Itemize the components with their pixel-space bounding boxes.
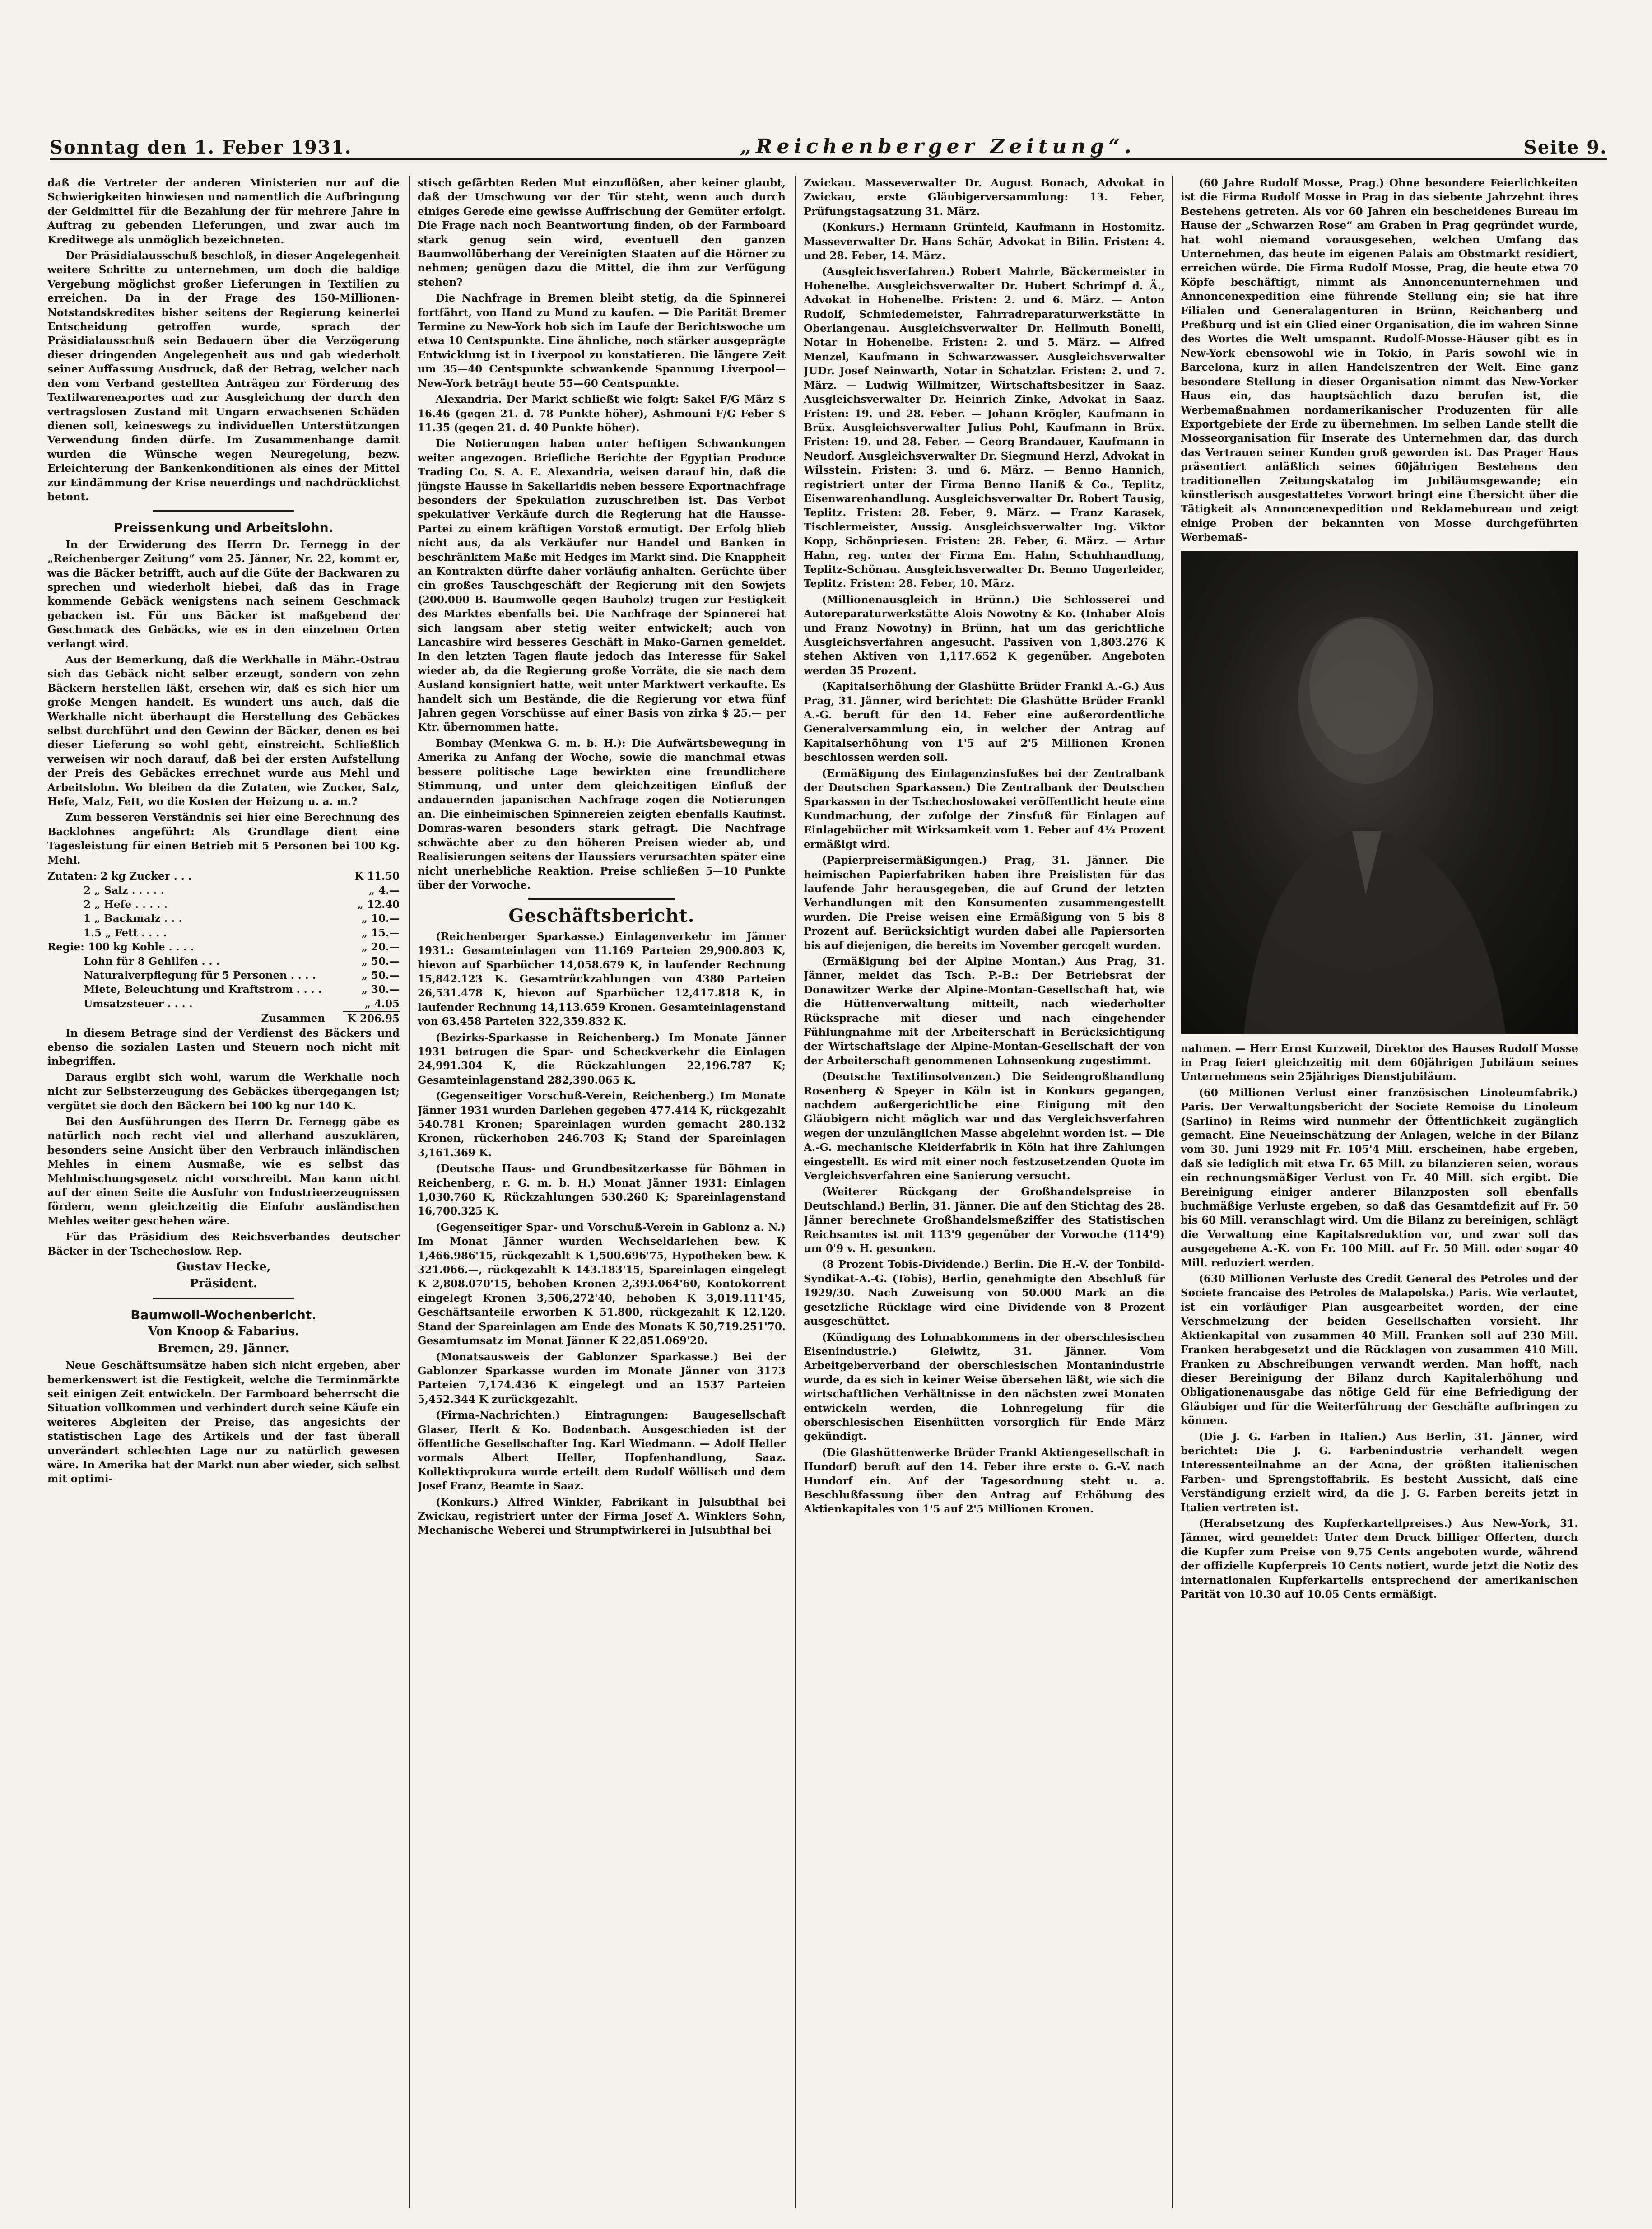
cost-amount: „ 15.— (361, 926, 400, 939)
cost-label: Lohn für 8 Gehilfen . . . (84, 955, 220, 968)
cost-amount: „ 12.40 (357, 898, 400, 911)
section-headline: Geschäftsbericht. (508, 905, 695, 927)
news-item: (Firma-Nachrichten.) Eintragungen: Baugesellschaft Glaser, Herlt & Ko. Bodenbach. Ausgeschieden ist der öffentliche Gesellschafter Ing. Karl Wiedmann. — Adolf Heller vormals Albert Heller, Hopfenhandlung, Saaz. Kollektivprokura wurde erteilt dem Rudolf Wöllisch und dem Josef Franz, Beamte in Saaz. (418, 1409, 786, 1493)
cost-label: Naturalverpflegung für 5 Personen . . . . (84, 969, 316, 982)
cost-label: 2 „ Hefe . . . . . (84, 898, 168, 911)
table-row (47, 954, 400, 968)
column-2 (418, 176, 786, 2208)
article-paragraph: Die Notierungen haben unter heftigen Schwankungen weiter angezogen. Briefliche Berichte der Egyptian Produce Trading Co. S. A. E. Alexandria, weisen darauf hin, daß die jüngste Hausse in Sakellaridis neben bessere Exportnachfrage besonders der Spekulation zuzuschreiben ist. Das Verbot spekulativer Verkäufe durch die Regierung hat die Hausse-Partei zu einem kräftigen Vorstoß ermutigt. Der Erfolg blieb nicht aus, da als Verkäufer nur Handel und Banken in beschränktem Maße mit Hedges im Markt sind. Die Knappheit an Kontrakten dürfte daher vorläufig anhalten. Gerüchte über ein großes Tauschgeschäft der Regierung mit den Sowjets (200.000 B. Baumwolle gegen Bauholz) trugen zur Festigkeit des Marktes ebenfalls bei. Die Nachfrage der Spinnerei hat sich langsam aber stetig weiter entwickelt; auch von Lancashire wird besseres Geschäft in Mako-Garnen gemeldet. In den letzten Tagen flaute jedoch das Interesse für Sakel wieder ab, da die Regierung große Vorräte, die sie nach dem Ausland konsigniert hatte, weit unter Marktwert verkaufte. Es handelt sich um Bestände, die die Regierung vor etwa fünf Jahren gegen Vorschüsse auf einer Basis von zirka $ 25.— per Ktr. übernommen hatte. (418, 437, 786, 734)
news-item: (Konkurs.) Hermann Grünfeld, Kaufmann in Hostomitz. Masseverwalter Dr. Hans Schär, Advokat in Bilin. Fristen: 4. und 28. Feber, 14. März. (804, 221, 1165, 262)
news-item: (Ausgleichsverfahren.) Robert Mahrle, Bäckermeister in Hohenelbe. Ausgleichsverwalter Dr. Hubert Schrimpf d. Ä., Advokat in Hohenelbe. Fristen: 2. und 6. März. — Anton Rudolf, Schmiedemeister, Fahrradreparaturwerkstätte in Oberlangenau. Ausgleichsverwalter Dr. Hellmuth Bonelli, Notar in Hohenelbe. Fristen: 2. und 5. März. — Alfred Menzel, Kaufmann in Schwarzwasser. Ausgleichsverwalter JUDr. Josef Neinwarth, Notar in Schatzlar. Fristen: 2. und 7. März. — Ludwig Willmitzer, Wirtschaftsbesitzer in Saaz. Ausgleichsverwalter Dr. Heinrich Zinke, Advokat in Saaz. Fristen: 19. und 28. Feber. — Johann Krögler, Kaufmann in Brüx. Ausgleichsverwalter Julius Pohl, Kaufmann in Brüx. Fristen: 19. und 28. Feber. — Georg Brandauer, Kaufmann in Neudorf. Ausgleichsverwalter Dr. Siegmund Herzl, Advokat in Wilsstein. Fristen: 3. und 6. März. — Benno Hannich, registriert unter der Firma Benno Haniß & Co., Teplitz, Eisenwarenhandlung. Ausgleichsverwalter Dr. Robert Tausig, Teplitz. Fristen: 28. Feber, 9. März. — Franz Karasek, Tischlermeister, Aussig. Ausgleichsverwalter Ing. Viktor Kopp, Schönpriesen. Fristen: 28. Feber, 6. März. — Artur Hahn, reg. unter der Firma Em. Hahn, Schuhhandlung, Teplitz-Schönau. Ausgleichsverwalter Dr. Benno Ungerleider, Teplitz. Fristen: 28. Feber, 10. März. (804, 265, 1165, 590)
article-paragraph: Zum besseren Verständnis sei hier eine Berechnung des Backlohnes angeführt: Als Grundlage dient eine Tagesleistung für einen Betrieb mit 5 Personen bei 100 Kg. Mehl. (47, 811, 400, 866)
column-1 (47, 176, 400, 2208)
news-item: nahmen. — Herr Ernst Kurzweil, Direktor des Hauses Rudolf Mosse in Prag feiert gleichzeitig mit dem 60jährigen Jubiläum seines Unternehmens sein 25jähriges Dienstjubiläum. (1181, 1042, 1578, 1083)
article-headline: Baumwoll-Wochenbericht. (130, 1307, 316, 1322)
news-item: (Kapitalserhöhung der Glashütte Brüder Frankl A.-G.) Aus Prag, 31. Jänner, wird berichtet: Die Glashütte Brüder Frankl A.-G. beruft für den 14. Feber eine außerordentliche Generalversammlung ein, in welcher der Antrag auf Kapitalserhöhung von 1'5 auf 2'5 Millionen Kronen beschlossen werden soll. (804, 680, 1165, 764)
news-item: (Millionenausgleich in Brünn.) Die Schlosserei und Autoreparaturwerkstätte Alois Nowotny & Ko. (Inhaber Alois und Franz Nowotny) in Brünn, hat um das gerichtliche Ausgleichsverfahren angesucht. Passiven von 1,803.276 K stehen Aktiven von 1,117.652 K gegenüber. Angeboten werden 35 Prozent. (804, 593, 1165, 677)
masthead-date: Sonntag den 1. Feber 1931. (50, 137, 352, 158)
cost-amount: „ 50.— (361, 969, 400, 982)
news-item: (60 Jahre Rudolf Mosse, Prag.) Ohne besondere Feierlichkeiten ist die Firma Rudolf Mosse in Prag in das siebente Jahrzehnt ihres Bestehens getreten. Als vor 60 Jahren ein bescheidenes Bureau im Hause der „Schwarzen Rose“ am Graben in Prag gegründet wurde, hat wohl niemand vorausgesehen, welchen Umfang das Unternehmen, das heute im eigenen Palais am Obstmarkt residiert, erreichen würde. Die Firma Rudolf Mosse, Prag, die heute etwa 70 Köpfe beschäftigt, nimmt als Annoncenunternehmen und Annoncenexpedition eine führende Stellung ein; sie hat ihre Filialen und Generalagenturen in Brünn, Reichenberg und Preßburg und ist ein Glied einer Organisation, die im wahren Sinne des Wortes die Welt umspannt. Rudolf-Mosse-Häuser gibt es in New-York ebensowohl wie in Tokio, in Paris sowohl wie in Barcelona, kurz in allen Handelszentren der Welt. Eine ganz besondere Stellung in dieser Organisation nimmt das New-Yorker Haus ein, das hauptsächlich dazu berufen ist, die Werbemaßnahmen nordamerikanischer Produzenten für alle Exportgebiete der Erde zu übernehmen. Im selben Lande stellt die Mosseorganisation für Inserate des Unternehmen dar, das durch das Vertrauen seiner Kunden groß geworden ist. Das Prager Haus präsentiert anläßlich seines 60jährigen Bestehens den traditionellen Zeitungskatalog im Jubiläumsgewande; ein künstlerisch ausgestattetes Vorwort bringt eine Übersicht über die Tätigkeit als Annoncenexpedition und Reklamebureau und zeigt einige Proben der bekannten von Mosse durchgeführten Werbemaß- (1181, 177, 1578, 544)
cost-amount: „ 50.— (361, 955, 400, 968)
cost-label: Umsatzsteuer . . . . (84, 997, 193, 1010)
news-item: (Deutsche Textilinsolvenzen.) Die Seidengroßhandlung Rosenberg & Speyer in Köln ist in Konkurs gegangen, nachdem außergerichtliche eine Einigung mit den Gläubigern nicht möglich war und das Vergleichsverfahren wegen der unzulänglichen Masse abgelehnt worden ist. — Die A.-G. mechanische Kleiderfabrik in Köln hat ihre Zahlungen eingestellt. Es wird mit einer noch festzusetzenden Quote im Vergleichsverfahren eine Sanierung versucht. (804, 1070, 1165, 1182)
cost-label: Zutaten: 2 kg Zucker . . . (47, 870, 192, 883)
table-row (47, 926, 400, 940)
cost-label: Miete, Beleuchtung und Kraftstrom . . . . (84, 983, 322, 996)
table-row (47, 912, 400, 926)
table-row (47, 898, 400, 912)
table-row (47, 1011, 400, 1026)
news-item: (Ermäßigung bei der Alpine Montan.) Aus Prag, 31. Jänner, meldet das Tsch. P.-B.: Der Betriebsrat der Donawitzer Werke der Alpine-Montan-Gesellschaft hat, wie die Hüttenverwaltung mitteilt, nach wiederholter Rücksprache mit dieser und nach eingehender Fühlungnahme mit der Arbeiterschaft in Berücksichtigung der Wirtschaftslage der Alpine-Montan-Gesellschaft der von der Arbeiterschaft genommenen Lohnsenkung zugestimmt. (804, 955, 1165, 1067)
signature-title: Präsident. (190, 1277, 257, 1291)
article-paragraph: Bei den Ausführungen des Herrn Dr. Fernegg gäbe es natürlich noch recht viel und allerhand auszuklären, besonders seine Ansicht über den Verbrauch inländischen Mehles in einem Ausmaße, wie es selbst das Mehlmischungsgesetz nicht vorschreibt. Man kann nicht auf der einen Seite die Ausfuhr von Industrieerzeugnissen fördern, wenn gleichzeitig die Einfuhr ausländischen Mehles weiter geschehen wäre. (47, 1116, 400, 1227)
portrait-photo (1181, 551, 1578, 1034)
article-paragraph: stisch gefärbten Reden Mut einzuflößen, aber keiner glaubt, daß der Umschwung vor der Tür steht, wenn auch durch einiges Gerede eine gewisse Auffrischung der Gemüter erfolgt. Die Frage nach noch Beantwortung finden, ob der Farmboard stark genug sein wird, eventuell den ganzen Baumwollüberhang der Vereinigten Staaten auf die Hörner zu nehmen; genügen dazu die Mittel, die ihm zur Verfügung stehen? (418, 177, 786, 289)
news-item: (Ermäßigung des Einlagenzinsfußes bei der Zentralbank der Deutschen Sparkassen.) Die Zentralbank der Deutschen Sparkassen in der Tschechoslowakei veröffentlicht heute eine Kundmachung, der zufolge der Zinsfuß für Einlagen auf Einlagebücher mit Wirksamkeit vom 1. Feber auf 4¼ Prozent ermäßigt wird. (804, 767, 1165, 851)
news-item: (60 Millionen Verlust einer französischen Linoleumfabrik.) Paris. Der Verwaltungsbericht der Societe Remoise du Linoleum (Sarlino) in Reims wird nunmehr der Öffentlichkeit zugänglich gemacht. Eine Neueinschätzung der Anlagen, welche in der Bilanz vom 30. Juni 1929 mit Fr. 105'4 Mill. erscheinen, habe ergeben, daß sie lediglich mit etwa Fr. 65 Mill. zu bilanzieren seien, woraus ein rechnungsmäßiger Verlust von Fr. 40 Mill. sich ergibt. Die Bereinigung einiger anderer Bilanzposten soll ebenfalls buchmäßige Verluste ergeben, so daß das Gesamtdefizit auf Fr. 50 bis 60 Mill. veranschlagt wird. Um die Bilanz zu bereinigen, schlägt die Verwaltung eine Kapitalsreduktion vor, und zwar soll das ausgegebene A.-K. von Fr. 100 Mill. auf Fr. 50 Mill. oder sogar 40 Mill. reduziert werden. (1181, 1086, 1578, 1269)
article-paragraph: daß die Vertreter der anderen Ministerien nur auf die Schwierigkeiten hinwiesen und namentlich die Aufbringung der Geldmittel für die Bezahlung der für mehrere Jahre in Auftrag zu gebenden Lieferungen, und zwar auch im Kreditwege als unmöglich bezeichneten. (47, 177, 400, 246)
news-item: (Kündigung des Lohnabkommens in der oberschlesischen Eisenindustrie.) Gleiwitz, 31. Jänner. Vom Arbeitgeberverband der oberschlesischen Montanindustrie wurde, da es sich in keiner Weise übersehen läßt, wie sich die wirtschaftlichen Verhältnisse in den nächsten zwei Monaten entwickeln werden, die Lohnregelung für die oberschlesischen Eisenhütten vorsorglich für Ende März gekündigt. (804, 1331, 1165, 1443)
news-item: (Gegenseitiger Spar- und Vorschuß-Verein in Gablonz a. N.) Im Monat Jänner wurden Wechseldarlehen bew. K 1,466.986'15, rückgezahlt K 1,500.696'75, Hypotheken bew. K 321.066.—, rückgezahlt K 143.183'15, Spareinlagen eingelegt K 2,808.070'15, behoben Kronen 2,393.064'60, Kontokorrent eingelegt Kronen 3,506,272'40, behoben K 3,019.111'45, Geschäftsanteile erworben K 51.800, rückgezahlt K 12.120. Stand der Spareinlagen am Ende des Monats K 50,719.251'70. Gesamtumsatz im Monat Jänner K 22,851.069'20. (418, 1221, 786, 1347)
masthead (50, 122, 1607, 160)
article-paragraph: Alexandria. Der Markt schließt wie folgt: Sakel F/G März $ 16.46 (gegen 21. d. 78 Punkte höher), Ashmouni F/G Feber $ 11.35 (gegen 21. d. 40 Punkte höher). (418, 393, 786, 434)
column-rule (1172, 176, 1173, 2208)
news-item: (Gegenseitiger Vorschuß-Verein, Reichenberg.) Im Monate Jänner 1931 wurden Darlehen gegeben 477.414 K, rückgezahlt 540.781 Kronen; Spareinlagen wurden gemacht 280.132 Kronen, rückerhoben 246.703 K; Stand der Spareinlagen 3,161.369 K. (418, 1090, 786, 1159)
table-row (47, 982, 400, 996)
cost-amount: K 11.50 (354, 870, 400, 883)
portrait-silhouette (1181, 551, 1578, 1034)
news-item: (Die Glashüttenwerke Brüder Frankl Aktiengesellschaft in Hundorf) beruft auf den 14. Feber ihre erste o. G.-V. nach Hundorf ein. Auf der Tagesordnung steht u. a. Beschlußfassung über den Antrag auf Erhöhung des Aktienkapitales von 1'5 auf 2'5 Millionen Kronen. (804, 1446, 1165, 1516)
separator (528, 898, 675, 900)
news-item: (Konkurs.) Alfred Winkler, Fabrikant in Julsubthal bei Zwickau, registriert unter der Firma Josef A. Winklers Sohn, Mechanische Weberei und Strumpfwirkerei in Julsubthal bei (418, 1496, 786, 1537)
cost-amount: „ 30.— (361, 983, 400, 996)
article-paragraph: In diesem Betrage sind der Verdienst des Bäckers und ebenso die sozialen Lasten und Steuern noch nicht mit inbegriffen. (47, 1027, 400, 1068)
news-item: (Weiterer Rückgang der Großhandelspreise in Deutschland.) Berlin, 31. Jänner. Die auf den Stichtag des 28. Jänner berechnete Großhandelsmeßziffer des Statistischen Reichsamtes ist mit 113'9 gegenüber der Vorwoche (114'9) um 0'9 v. H. gesunken. (804, 1186, 1165, 1255)
article-paragraph: Bombay (Menkwa G. m. b. H.): Die Aufwärtsbewegung in Amerika zu Anfang der Woche, sowie die manchmal etwas bessere politische Lage bewirkten eine freundlichere Stimmung, und unter dem gleichzeitigen Einfluß der andauernden japanischen Nachfrage zogen die Notierungen an. Die einheimischen Spinnereien zeigten ebenfalls Kaufinst. Domras-waren besonders stark gefragt. Die Nachfrage schwächte aber zu den höheren Preisen wieder ab, und Realisierungen seitens der Haussiers verursachten später eine nicht unerhebliche Reaktion. Preise schließen 5—10 Punkte über der Vorwoche. (418, 737, 786, 891)
article-paragraph: Neue Geschäftsumsätze haben sich nicht ergeben, aber bemerkenswert ist die Festigkeit, welche die Terminmärkte seit einigen Zeit entwickeln. Der Farmboard beherrscht die Situation vollkommen und verhindert durch seine Käufe ein weiteres Abgleiten der Preise, das angesichts der statistischen Lage des Artikels und der fast überall unverändert schlechten Lage nur zu natürlich gewesen wäre. In Amerika hat der Markt nun aber wieder, sich selbst mit optimi- (47, 1359, 400, 1485)
cost-label: 2 „ Salz . . . . . (84, 884, 164, 897)
table-row (47, 968, 400, 982)
table-row (47, 940, 400, 954)
column-rule (795, 176, 796, 2208)
news-item: (Bezirks-Sparkasse in Reichenberg.) Im Monate Jänner 1931 betrugen die Spar- und Scheckverkehr die Einlagen 24,991.304 K, die Rückzahlungen 22,196.787 K; Gesamteinlagenstand 282,390.065 K. (418, 1031, 786, 1086)
article-headline: Preissenkung und Arbeitslohn. (113, 520, 334, 535)
cost-label: 1.5 „ Fett . . . . (84, 926, 167, 939)
article-paragraph: In der Erwiderung des Herrn Dr. Fernegg in der „Reichenberger Zeitung“ vom 25. Jänner, Nr. 22, kommt er, was die Bäcker betrifft, auch auf die Güte der Backwaren zu sprechen und wiederholt hiebei, daß das in Frage kommende Gebäck wenigstens nach seinem Geschmack gebacken ist. Für uns Bäcker ist maßgebend der Geschmack des Gebäcks, wie es in den einzelnen Orten verlangt wird. (47, 538, 400, 650)
separator (153, 510, 294, 512)
signature-name: Gustav Hecke, (176, 1260, 271, 1274)
news-item: (Die J. G. Farben in Italien.) Aus Berlin, 31. Jänner, wird berichtet: Die J. G. Farbenindustrie verhandelt wegen Interessenteilnahme an der Acna, der größten italienischen Farben- und Sprengstoffabrik. Es besteht Aussicht, daß eine Verständigung erzielt wird, da die J. G. Farben bereits jetzt in Italien vertreten ist. (1181, 1430, 1578, 1514)
cost-total: K 206.95 (347, 1013, 400, 1025)
cost-amount: „ 4.— (368, 884, 400, 897)
masthead-page-number: Seite 9. (1523, 137, 1607, 158)
news-item: (Papierpreisermäßigungen.) Prag, 31. Jänner. Die heimischen Papierfabriken haben ihre Preislisten für das laufende Jahr herausgegeben, die auf Grund der letzten Verhandlungen mit den Konsumenten zusammengestellt wurden. Die Preise weisen eine Ermäßigung von 5 bis 8 Prozent auf. Berücksichtigt wurden dabei alle Papiersorten bis auf diejenigen, die bereits im November gercgelt wurden. (804, 854, 1165, 952)
article-paragraph: Der Präsidialausschuß beschloß, in dieser Angelegenheit weitere Schritte zu unternehmen, um doch die baldige Vergebung möglichst großer Lieferungen in Textilien zu erreichen. Da in der Frage des 150-Millionen-Notstandskredites bisher seitens der Regierung keinerlei Entscheidung getroffen wurde, sprach der Präsidialausschuß sein Bedauern über die Verzögerung dieser dringenden Angelegenheit aus und gab wiederholt seiner Auffassung Ausdruck, daß der Betrag, welcher nach den vom Verband gestellten Anträgen zur Förderung des Textilwarenexportes und zur Ausgleichung der durch den vertragslosen Zustand mit Ungarn erwachsenen Schäden dienen soll, keineswegs zu individuellen Unterstützungen Verwendung finden dürfe. Im Zusammenhange damit wurden die Wünsche wegen Neuregelung, bezw. Erleichterung der Bankenkonditionen als eines der Mittel zur Eindämmung der Krise neuerdings und nachdrücklichst betont. (47, 250, 400, 503)
table-row (47, 869, 400, 883)
news-item: (630 Millionen Verluste des Credit General des Petroles und der Societe francaise des Petroles de Malapolska.) Paris. Wie verlautet, ist ein vorläufiger Plan ausgearbeitet worden, der eine Verschmelzung der beiden Gesellschaften vorsieht. Ihr Aktienkapital von zusammen 40 Mill. Franken soll auf 230 Mill. Franken herabgesetzt und die Rücklagen von zusammen 410 Mill. Franken zu Abschreibungen verwandt werden. Man hofft, nach dieser Bereinigung der Bilanz durch Kapitalerhöhung und Obligationenausgabe das nötige Geld für eine Befriedigung der Gläubiger und für die Weiterführung der Geschäfte aufbringen zu können. (1181, 1273, 1578, 1427)
table-row (47, 997, 400, 1011)
article-paragraph: Aus der Bemerkung, daß die Werkhalle in Mähr.-Ostrau sich das Gebäck nicht selber erzeugt, sondern von zehn Bäckern herstellen läßt, ersehen wir, daß es sich hier um große Mengen handelt. Es wundert uns auch, daß die Werkhalle nicht überhaupt die Herstellung des Gebäckes selbst durchführt und den Gewinn der Bäcker, denen es bei dieser Lieferung so wohl geht, einstreicht. Schließlich verweisen wir noch darauf, daß bei der ersten Aufstellung der Preis des Gebäckes errechnet wurde aus Mehl und Arbeitslohn. Wo bleiben da die Zutaten, wie Zucker, Salz, Hefe, Malz, Fett, wo die Kosten der Heizung u. a. m.? (47, 654, 400, 808)
column-rule (409, 176, 410, 2208)
news-item: (Reichenberger Sparkasse.) Einlagenverkehr im Jänner 1931.: Gesamteinlagen von 11.169 Parteien 29,900.803 K, hievon auf Sparbücher 14,058.679 K, in laufender Rechnung 15,842.123 K. Gesamtrückzahlungen von 4380 Parteien 26,531.478 K, hievon auf Sparbücher 12,417.818 K, in laufender Rechnung 14,113.659 Kronen. Gesamteinlagenstand von 63.458 Parteien 322,359.832 K. (418, 930, 786, 1028)
news-item: Zwickau. Masseverwalter Dr. August Bonach, Advokat in Zwickau, erste Gläubigerversammlung: 13. Feber, Prüfungstagsatzung 31. März. (804, 177, 1165, 218)
cost-amount: „ 10.— (361, 912, 400, 925)
article-dateline: Bremen, 29. Jänner. (158, 1341, 289, 1355)
cost-amount: „ 20.— (361, 941, 400, 954)
news-item: (Herabsetzung des Kupferkartellpreises.) Aus New-York, 31. Jänner, wird gemeldet: Unter dem Druck billiger Offerten, durch die Kupfer zum Preise von 9.75 Cents angeboten wurde, während der offizielle Kupferpreis 10 Cents notiert, wurde jetzt die Notiz des internationalen Kupferkartells entsprechend der amerikanischen Parität von 10.30 auf 10.05 Cents ermäßigt. (1181, 1517, 1578, 1601)
column-4 (1181, 176, 1578, 2208)
column-3 (804, 176, 1165, 2208)
news-item: (Monatsausweis der Gablonzer Sparkasse.) Bei der Gablonzer Sparkasse wurden im Monate Jänner von 3173 Parteien 7,174.436 K eingelegt und an 1537 Parteien 5,452.344 K zurückgezahlt. (418, 1350, 786, 1405)
cost-label: 1 „ Backmalz . . . (84, 912, 182, 925)
separator (153, 1298, 294, 1299)
article-byline: Von Knoop & Fabarius. (148, 1325, 299, 1339)
masthead-title: „Reichenberger Zeitung“. (740, 135, 1136, 158)
cost-label: Regie: 100 kg Kohle . . . . (47, 941, 194, 954)
article-paragraph: Die Nachfrage in Bremen bleibt stetig, da die Spinnerei fortfährt, von Hand zu Mund zu kaufen. — Die Parität Bremer Termine zu New-York hob sich im Laufe der Berichtswoche um etwa 10 Centspunkte. Eine ähnliche, noch stärker ausgeprägte Entwicklung ist in Liverpool zu konstatieren. Die längere Zeit um 35—40 Centspunkte schwankende Spannung Liverpool—New-York beträgt heute 55—60 Centspunkte. (418, 292, 786, 390)
news-item: (8 Prozent Tobis-Dividende.) Berlin. Die H.-V. der Tonbild-Syndikat-A.-G. (Tobis), Berlin, genehmigte den Abschluß für 1929/30. Nach Zuweisung von 50.000 Mark an die gesetzliche Rücklage wird eine Dividende von 8 Prozent ausgeschüttet. (804, 1258, 1165, 1328)
article-paragraph: Daraus ergibt sich wohl, warum die Werkhalle noch nicht zur Selbsterzeugung des Gebäckes übergegangen ist; vergütet sie doch den Bäckern bei 100 kg nur 140 K. (47, 1071, 400, 1112)
signature-line: Für das Präsidium des Reichsverbandes deutscher Bäcker in der Tschechoslow. Rep. (47, 1231, 400, 1257)
table-row (47, 884, 400, 898)
cost-label: Zusammen (261, 1012, 325, 1025)
cost-amount: „ 4.05 (343, 997, 400, 1011)
cost-table (47, 869, 400, 1026)
news-item: (Deutsche Haus- und Grundbesitzerkasse für Böhmen in Reichenberg, r. G. m. b. H.) Monat Jänner 1931: Einlagen 1,030.760 K, Rückzahlungen 530.260 K; Spareinlagenstand 16,700.325 K. (418, 1163, 786, 1218)
